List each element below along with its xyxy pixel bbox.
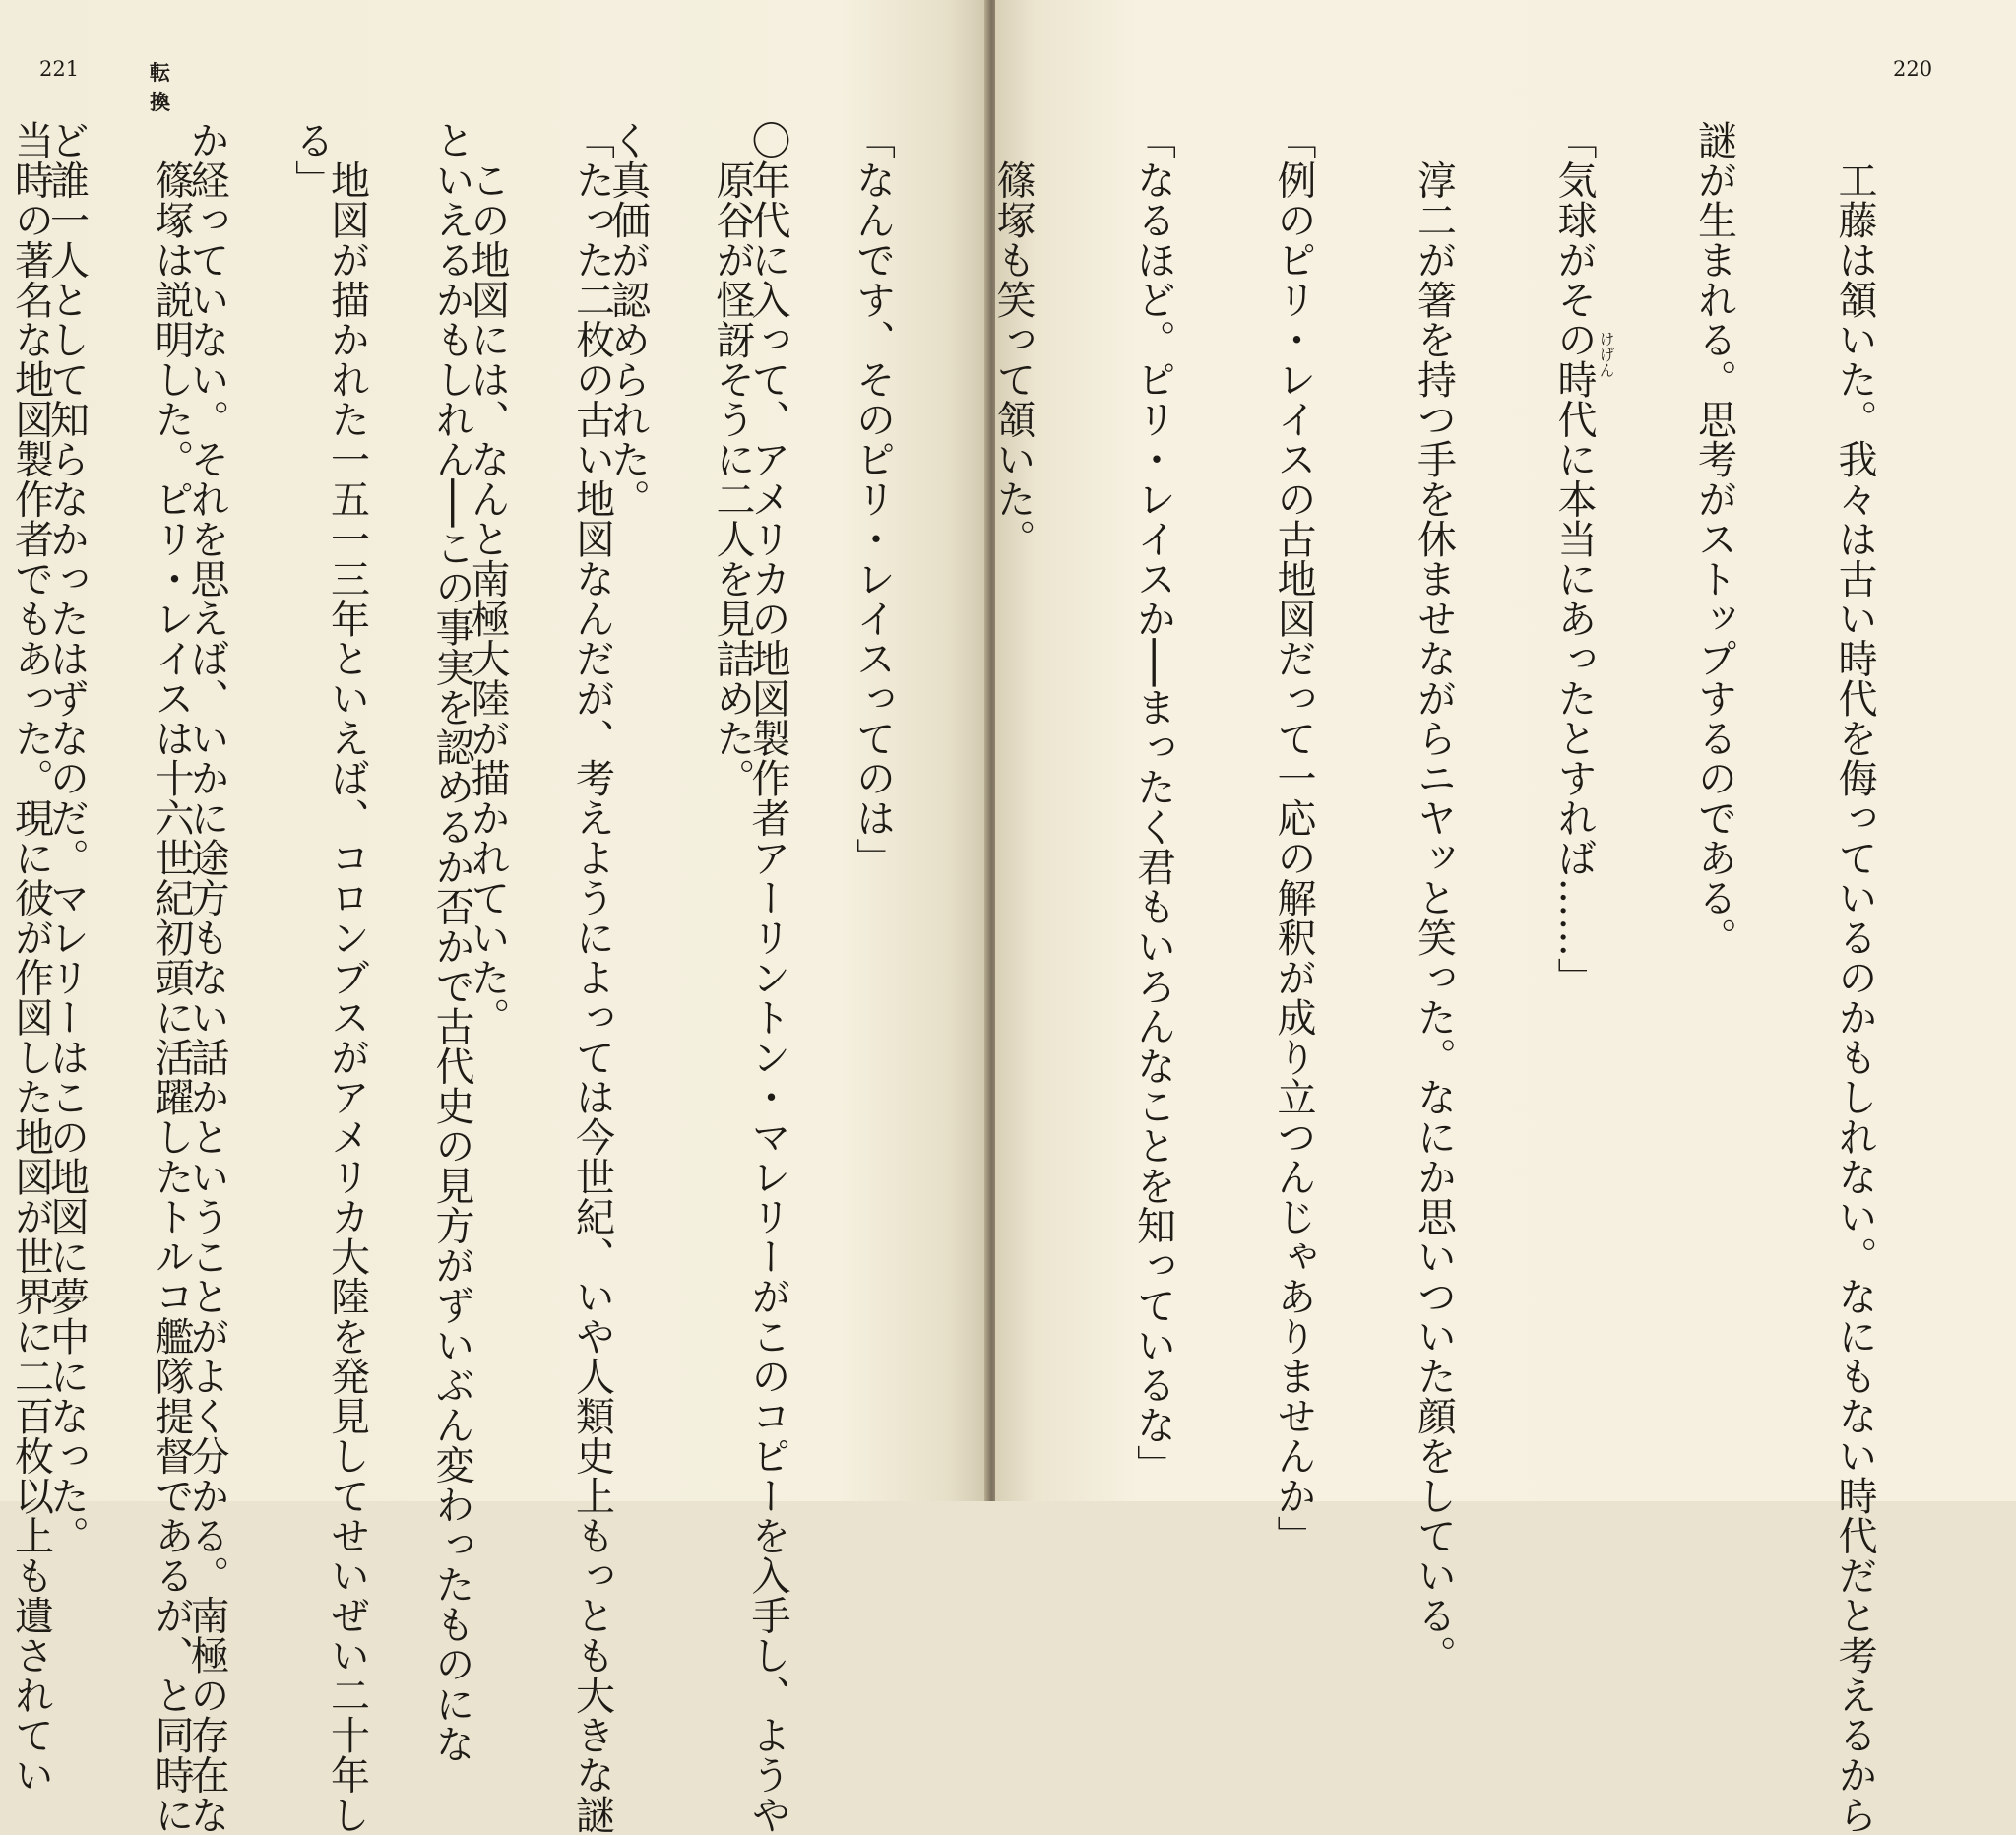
left-page-number: 221 xyxy=(39,57,80,81)
text-line: 〇年代に入って、アメリカの地図製作者アーリントン・マレリーがこのコピーを入手し、ようや xyxy=(745,120,790,1835)
text-line: 「気球がその時代に本当にあったとすれば……」 xyxy=(1551,120,1597,997)
text-line: この地図には、なんと南極大陸が描かれていた。 xyxy=(465,120,510,1038)
text-line: か経っていない。それを思えば、いかに途方もない話かということがよく分かる。南極の存在な xyxy=(184,120,229,1835)
right-page-number: 220 xyxy=(1893,57,1933,81)
text-line: といえるかもしれん──この事実を認めるか否かで古代史の見方がずいぶん変わったものにな xyxy=(429,120,474,1764)
text-line: 「たった二枚の古い地図なんだが、考えようによっては今世紀、いや人類史上もっとも大きな謎 xyxy=(569,120,615,1835)
text-line: 「例のピリ・レイスの古地図だって一応の解釈が成り立つんじゃありませんか」 xyxy=(1271,120,1316,1555)
text-line: 当時の著名な地図製作者でもあった。現に彼が作図した地図が世界に二百枚以上も遺されてい xyxy=(8,120,54,1795)
text-line: 工藤は頷いた。我々は古い時代を侮っているのかもしれない。なにもない時代だと考えるから xyxy=(1832,120,1877,1835)
text-line: 「なんです、そのピリ・レイスってのは」 xyxy=(850,120,896,878)
text-line: 原谷が怪訝そうに二人を見詰めた。 xyxy=(710,120,755,798)
text-line: ど誰一人として知らなかったはずなのだ。マレリーはこの地図に夢中になった。 xyxy=(43,120,90,1555)
text-line: 篠塚も笑って頷いた。 xyxy=(990,120,1036,559)
running-title: 転換 xyxy=(150,60,180,114)
text-line: 淳二が箸を持つ手を休ませながらニヤッと笑った。なにか思いついた顔をしている。 xyxy=(1411,120,1457,1676)
text-line: る」 xyxy=(288,120,335,200)
text-line: 謎が生まれる。思考がストップするのである。 xyxy=(1691,120,1737,958)
text-line: 地図が描かれた一五一三年といえば、コロンブスがアメリカ大陸を発見してせいぜい二十年し xyxy=(324,120,370,1835)
text-line: 篠塚は説明した。ピリ・レイスは十六世紀初頭に活躍したトルコ艦隊提督であるが、と同時に xyxy=(149,120,194,1835)
text-line: 「なるほど。ピリ・レイスか──まったく君もいろんなことを知っているな」 xyxy=(1130,120,1176,1485)
text-line: く真価が認められた。 xyxy=(604,120,651,519)
furigana-annotation: けげん xyxy=(1597,331,1615,378)
